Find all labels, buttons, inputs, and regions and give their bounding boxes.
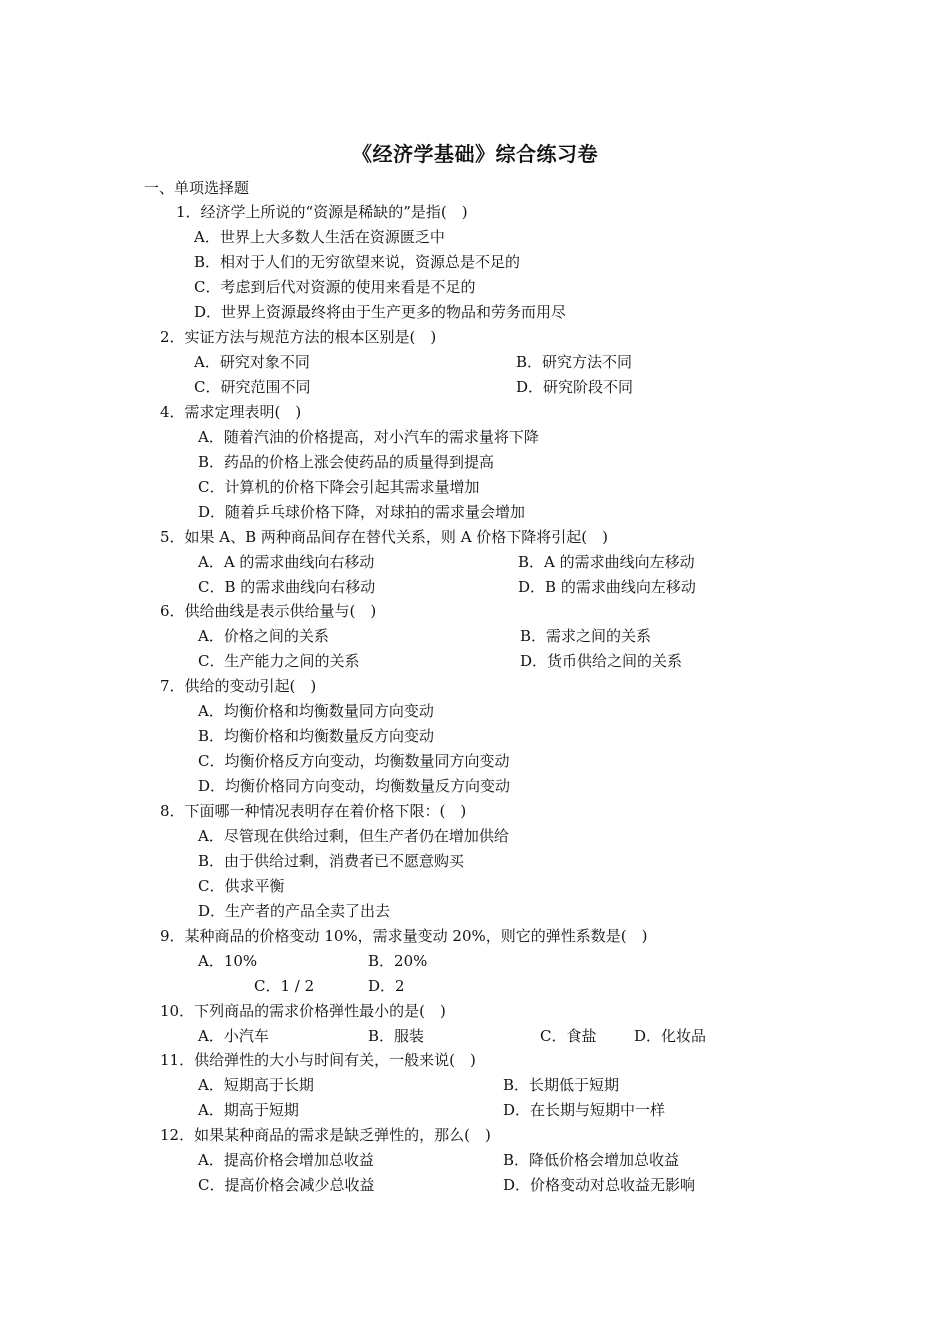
question-9-stem: 9．某种商品的价格变动 10%，需求量变动 20%，则它的弹性系数是( ) [160,927,648,945]
question-12-option-b: B．降低价格会增加总收益 [503,1151,680,1169]
question-2-option-b: B．研究方法不同 [516,353,633,371]
question-4-option-b: B．药品的价格上涨会使药品的质量得到提高 [198,453,495,471]
question-6-option-b: B．需求之间的关系 [520,627,652,645]
question-11-option-d: D．在长期与短期中一样 [503,1101,666,1119]
question-6-option-a: A．价格之间的关系 [198,627,329,645]
page-title: 《经济学基础》综合练习卷 [352,142,598,166]
question-6-option-d: D．货币供给之间的关系 [520,652,683,670]
question-8-stem: 8．下面哪一种情况表明存在着价格下限：( ) [160,802,467,820]
question-8-option-b: B．由于供给过剩，消费者已不愿意购买 [198,852,465,870]
question-12-option-a: A．提高价格会增加总收益 [198,1151,374,1169]
question-11-stem: 11．供给弹性的大小与时间有关，一般来说( ) [160,1051,476,1069]
question-12-option-d: D．价格变动对总收益无影响 [503,1176,696,1194]
question-9-option-a: A．10% [198,952,258,970]
question-5-option-a: A．A 的需求曲线向右移动 [198,553,375,571]
question-5-option-b: B．A 的需求曲线向左移动 [518,553,695,571]
question-4-option-c: C．计算机的价格下降会引起其需求量增加 [198,478,480,496]
question-6-option-c: C．生产能力之间的关系 [198,652,360,670]
question-10-option-a: A．小汽车 [198,1027,269,1045]
question-9-option-d: D．2 [368,977,405,995]
question-4-stem: 4．需求定理表明( ) [160,403,302,421]
question-12-stem: 12．如果某种商品的需求是缺乏弹性的，那么( ) [160,1126,491,1144]
question-8-option-a: A．尽管现在供给过剩，但生产者仍在增加供给 [198,827,509,845]
question-10-stem: 10．下列商品的需求价格弹性最小的是( ) [160,1002,446,1020]
question-6-stem: 6．供给曲线是表示供给量与( ) [160,602,377,620]
question-5-option-c: C．B 的需求曲线向右移动 [198,578,376,596]
question-5-stem: 5．如果 A、B 两种商品间存在替代关系，则 A 价格下降将引起( ) [160,528,609,546]
question-8-option-d: D．生产者的产品全卖了出去 [198,902,391,920]
question-2-stem: 2．实证方法与规范方法的根本区别是( ) [160,328,437,346]
question-9-option-b: B．20% [368,952,428,970]
question-9-option-c: C．1 / 2 [254,977,315,995]
question-7-option-a: A．均衡价格和均衡数量同方向变动 [198,702,434,720]
question-1-option-b: B．相对于人们的无穷欲望来说，资源总是不足的 [194,253,521,271]
question-1-option-d: D．世界上资源最终将由于生产更多的物品和劳务而用尽 [194,303,567,321]
question-2-option-c: C．研究范围不同 [194,378,311,396]
question-11-option-a: A．短期高于长期 [198,1076,314,1094]
question-1-option-c: C．考虑到后代对资源的使用来看是不足的 [194,278,476,296]
question-1-stem: 1．经济学上所说的“资源是稀缺的”是指( ) [176,203,468,221]
question-10-option-c: C．食盐 [540,1027,597,1045]
section-heading: 一、单项选择题 [144,179,250,197]
question-8-option-c: C．供求平衡 [198,877,285,895]
question-7-option-b: B．均衡价格和均衡数量反方向变动 [198,727,435,745]
question-11-option-c: A．期高于短期 [198,1101,299,1119]
question-7-option-c: C．均衡价格反方向变动，均衡数量同方向变动 [198,752,510,770]
question-10-option-d: D．化妆品 [634,1027,707,1045]
question-2-option-d: D．研究阶段不同 [516,378,634,396]
question-7-option-d: D．均衡价格同方向变动，均衡数量反方向变动 [198,777,511,795]
question-5-option-d: D．B 的需求曲线向左移动 [518,578,696,596]
question-1-option-a: A．世界上大多数人生活在资源匮乏中 [194,228,445,246]
question-2-option-a: A．研究对象不同 [194,353,310,371]
question-7-stem: 7．供给的变动引起( ) [160,677,317,695]
question-4-option-a: A．随着汽油的价格提高，对小汽车的需求量将下降 [198,428,539,446]
question-11-option-b: B．长期低于短期 [503,1076,620,1094]
question-12-option-c: C．提高价格会减少总收益 [198,1176,375,1194]
question-10-option-b: B．服装 [368,1027,425,1045]
question-4-option-d: D．随着乒乓球价格下降，对球拍的需求量会增加 [198,503,526,521]
